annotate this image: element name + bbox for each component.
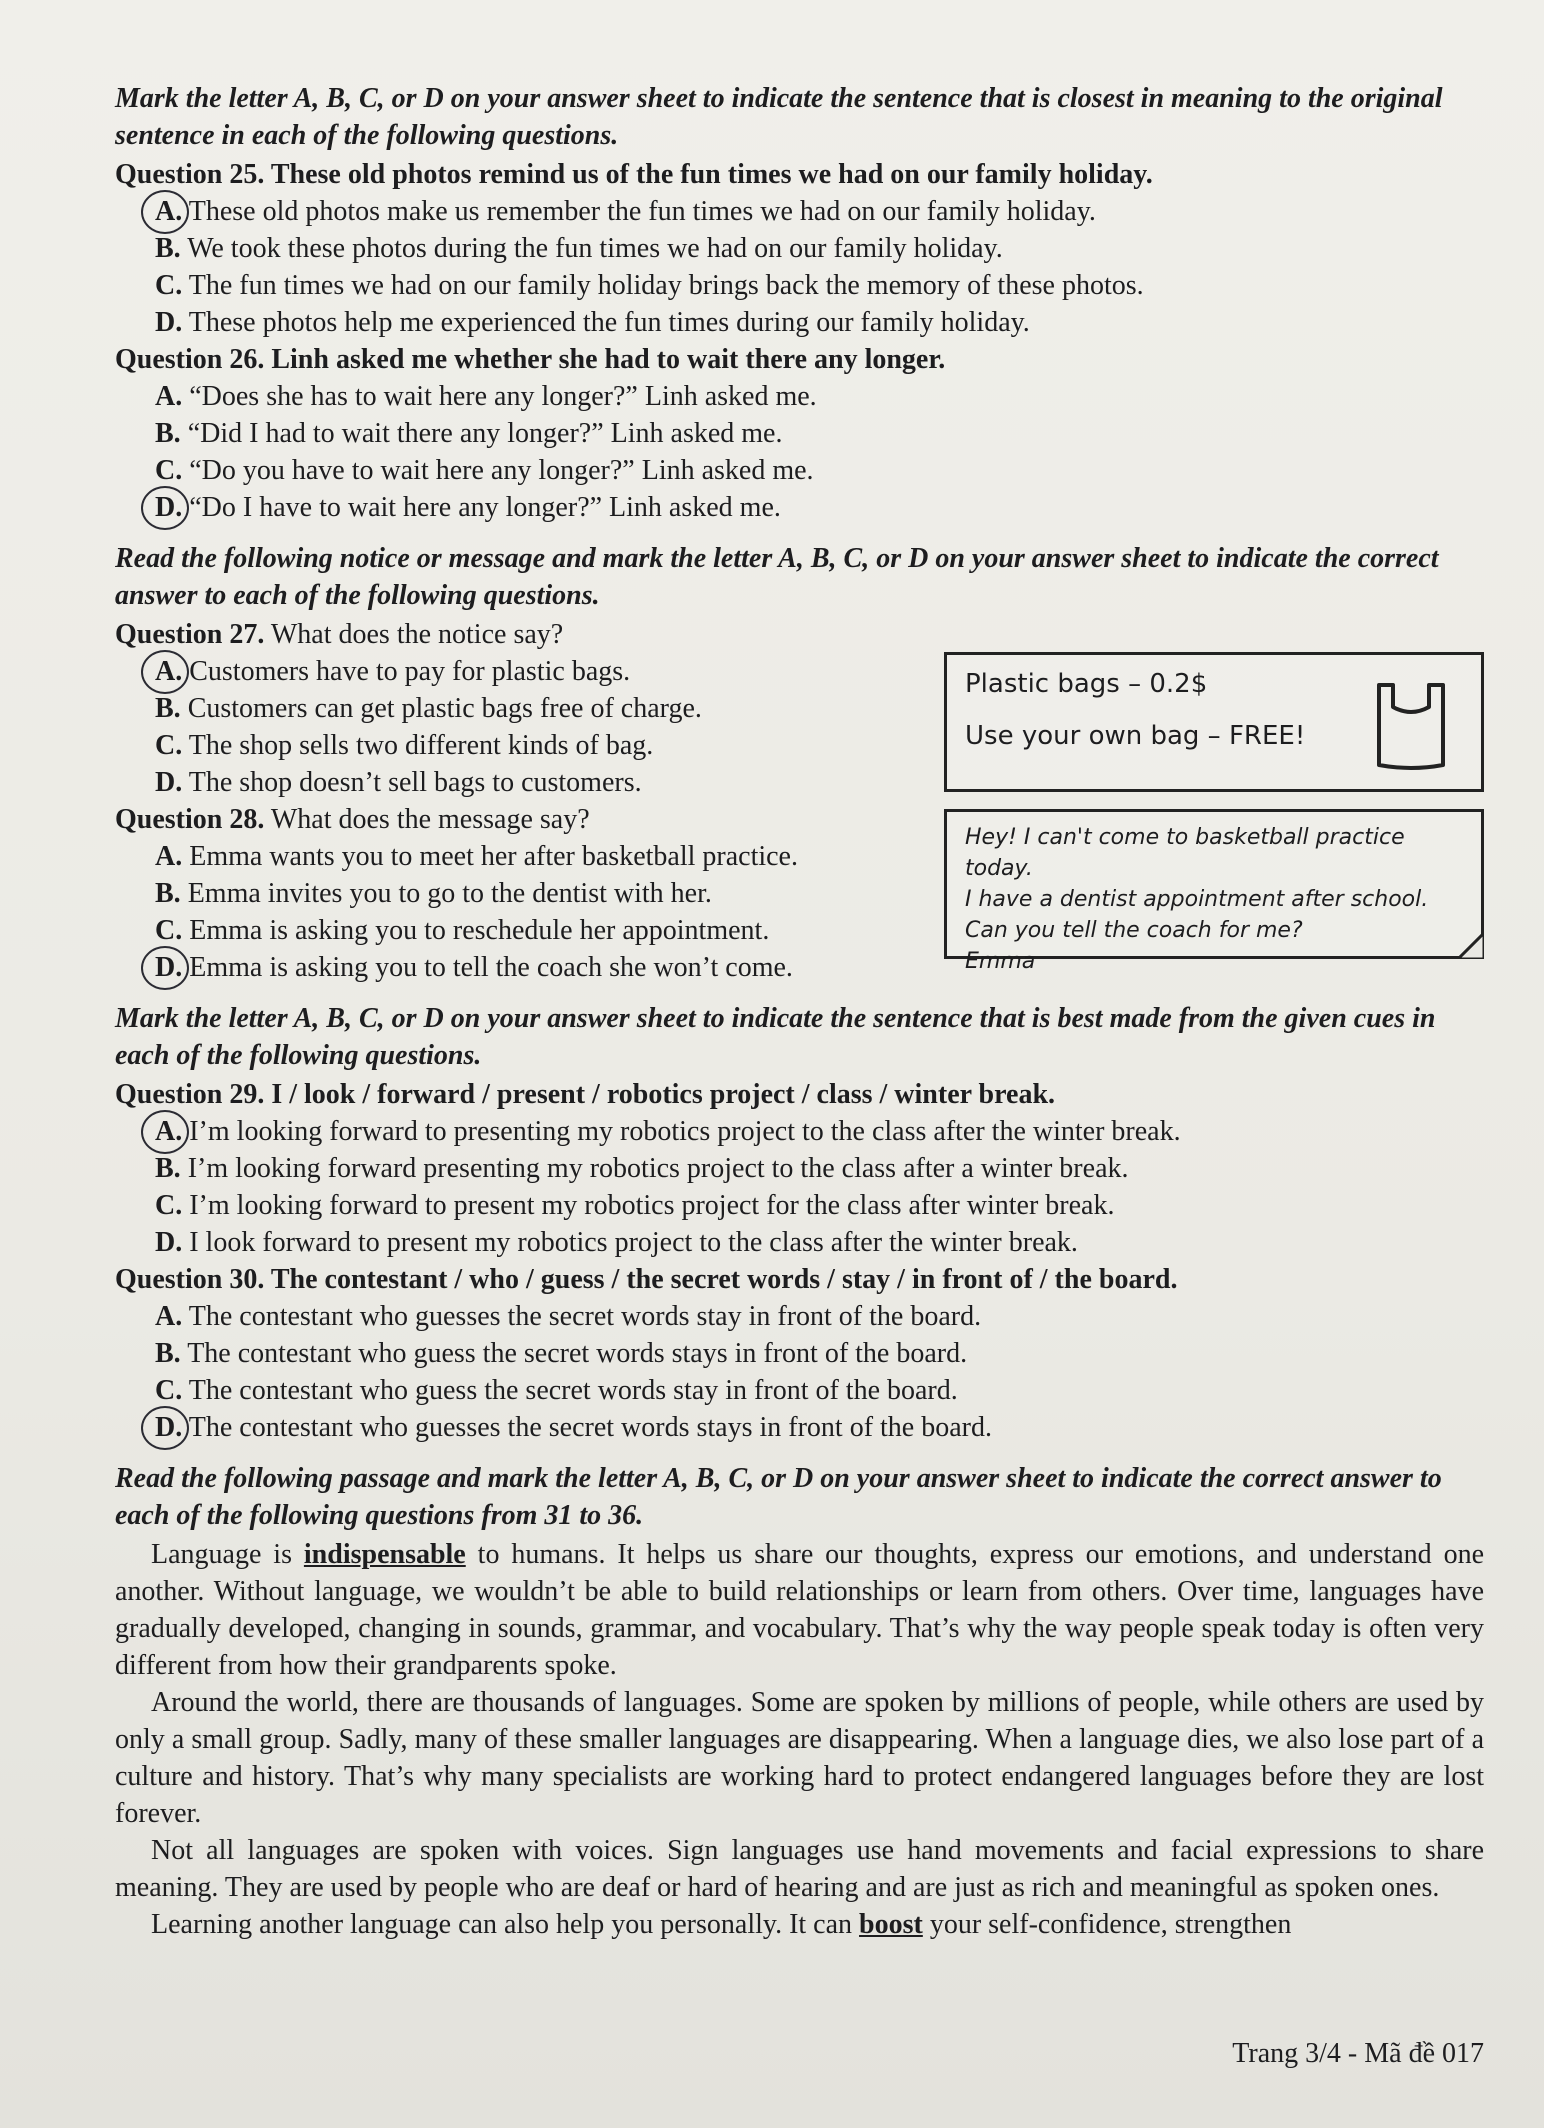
reading-passage [115, 1536, 1484, 1943]
q25-option-b[interactable]: B. We took these photos during the fun times we had on our family holiday. [155, 233, 1003, 264]
message-line: Can you tell the coach for me? [965, 918, 1303, 943]
q25-option-d[interactable]: D. These photos help me experienced the fun times during our family holiday. [155, 307, 1030, 338]
q29-option-c[interactable]: C. I’m looking forward to present my robotics project for the class after winter break. [155, 1190, 1115, 1221]
section1-instruction: Mark the letter A, B, C, or D on your answer sheet to indicate the sentence that is closest in meaning to the original sentence in each of the following questions. [115, 83, 1443, 151]
page-fold-icon [1458, 933, 1484, 959]
q30-option-c[interactable]: C. The contestant who guess the secret words stay in front of the board. [155, 1375, 958, 1406]
page-footer: Trang 3/4 - Mã đề 017 [1232, 2038, 1484, 2069]
shopping-bag-icon [1371, 677, 1451, 773]
q27-option-b[interactable]: B. Customers can get plastic bags free of charge. [155, 693, 702, 724]
q28-option-a[interactable]: A. Emma wants you to meet her after basketball practice. [155, 841, 798, 872]
q27-option-c[interactable]: C. The shop sells two different kinds of bag. [155, 730, 654, 761]
message-signature: Emma [965, 949, 1036, 974]
q26-option-d[interactable]: D. “Do I have to wait here any longer?” Linh asked me. [155, 492, 781, 523]
q29-option-b[interactable]: B. I’m looking forward presenting my robotics project to the class after a winter break. [155, 1153, 1129, 1184]
message-line: Hey! I can't come to basketball practice today. [965, 825, 1405, 881]
notice-line-free: Use your own bag – FREE! [965, 721, 1306, 751]
q25-option-c[interactable]: C. The fun times we had on our family holiday brings back the memory of these photos. [155, 270, 1144, 301]
q27-option-a[interactable]: A. Customers have to pay for plastic bags. [155, 656, 631, 687]
q28-block [115, 801, 1484, 986]
plastic-bag-notice [944, 652, 1484, 792]
q27-block [115, 616, 1484, 801]
passage-paragraph-3: Not all languages are spoken with voices. Sign languages use hand movements and facial expressions to share meaning. They are used by people who are deaf or hard of hearing and are just as rich and meaningful as spoken ones. [115, 1835, 1484, 1903]
q28-option-d[interactable]: D. Emma is asking you to tell the coach she won’t come. [155, 952, 793, 983]
passage-paragraph-4: Learning another language can also help you personally. It can boost your self-confidence, strengthen [151, 1909, 1292, 1940]
emma-message-note [944, 809, 1484, 974]
q26-option-c[interactable]: C. “Do you have to wait here any longer?” Linh asked me. [155, 455, 814, 486]
passage-paragraph-1: Language is indispensable to humans. It helps us share our thoughts, express our emotions, and understand one another. Without language, we wouldn’t be able to build relationships or learn from others. Over time, languages have gradually developed, changing in sounds, grammar, and vocabulary. That’s why the way people speak today is often very different from how their grandparents spoke. [115, 1539, 1485, 1681]
passage-paragraph-2: Around the world, there are thousands of languages. Some are spoken by millions of people, while others are used by only a small group. Sadly, many of these smaller languages are disappearing. When a language dies, we also lose part of a culture and history. That’s why many specialists are working hard to protect endangered languages before they are lost forever. [115, 1687, 1484, 1829]
section3-instruction: Mark the letter A, B, C, or D on your answer sheet to indicate the sentence that is best made from the given cues in each of the following questions. [115, 1003, 1436, 1071]
notice-line-price: Plastic bags – 0.2$ [965, 669, 1208, 699]
q30-option-b[interactable]: B. The contestant who guess the secret words stays in front of the board. [155, 1338, 968, 1369]
q27-option-d[interactable]: D. The shop doesn’t sell bags to customers. [155, 767, 642, 798]
q30-option-a[interactable]: A. The contestant who guesses the secret words stay in front of the board. [155, 1301, 982, 1332]
section4-instruction: Read the following passage and mark the letter A, B, C, or D on your answer sheet to indicate the correct answer to each of the following questions from 31 to 36. [115, 1463, 1442, 1531]
q26-option-b[interactable]: B. “Did I had to wait there any longer?” Linh asked me. [155, 418, 783, 449]
section2-instruction: Read the following notice or message and mark the letter A, B, C, or D on your answer sheet to indicate the correct answer to each of the following questions. [115, 543, 1439, 611]
q25-option-a[interactable]: A. These old photos make us remember the fun times we had on our family holiday. [155, 196, 1096, 227]
message-line: I have a dentist appointment after school. [965, 887, 1429, 912]
keyword-boost: boost [859, 1909, 923, 1940]
q29-option-a[interactable]: A. I’m looking forward to presenting my robotics project to the class after the winter break. [155, 1116, 1181, 1147]
q28-option-c[interactable]: C. Emma is asking you to reschedule her appointment. [155, 915, 770, 946]
keyword-indispensable: indispensable [303, 1539, 466, 1570]
q30-title: Question 30. The contestant / who / guess / the secret words / stay / in front of / the board. [115, 1264, 1178, 1295]
q26-option-a[interactable]: A. “Does she has to wait here any longer?” Linh asked me. [155, 381, 817, 412]
q28-title: Question 28. What does the message say? [115, 804, 590, 835]
q27-title: Question 27. What does the notice say? [115, 619, 564, 650]
q30-option-d[interactable]: D. The contestant who guesses the secret words stays in front of the board. [155, 1412, 992, 1443]
q26-title: Question 26. Linh asked me whether she had to wait there any longer. [115, 344, 946, 375]
q29-title: Question 29. I / look / forward / present / robotics project / class / winter break. [115, 1079, 1056, 1110]
q28-option-b[interactable]: B. Emma invites you to go to the dentist with her. [155, 878, 712, 909]
q29-option-d[interactable]: D. I look forward to present my robotics project to the class after the winter break. [155, 1227, 1078, 1258]
q25-title: Question 25. These old photos remind us of the fun times we had on our family holiday. [115, 159, 1153, 190]
